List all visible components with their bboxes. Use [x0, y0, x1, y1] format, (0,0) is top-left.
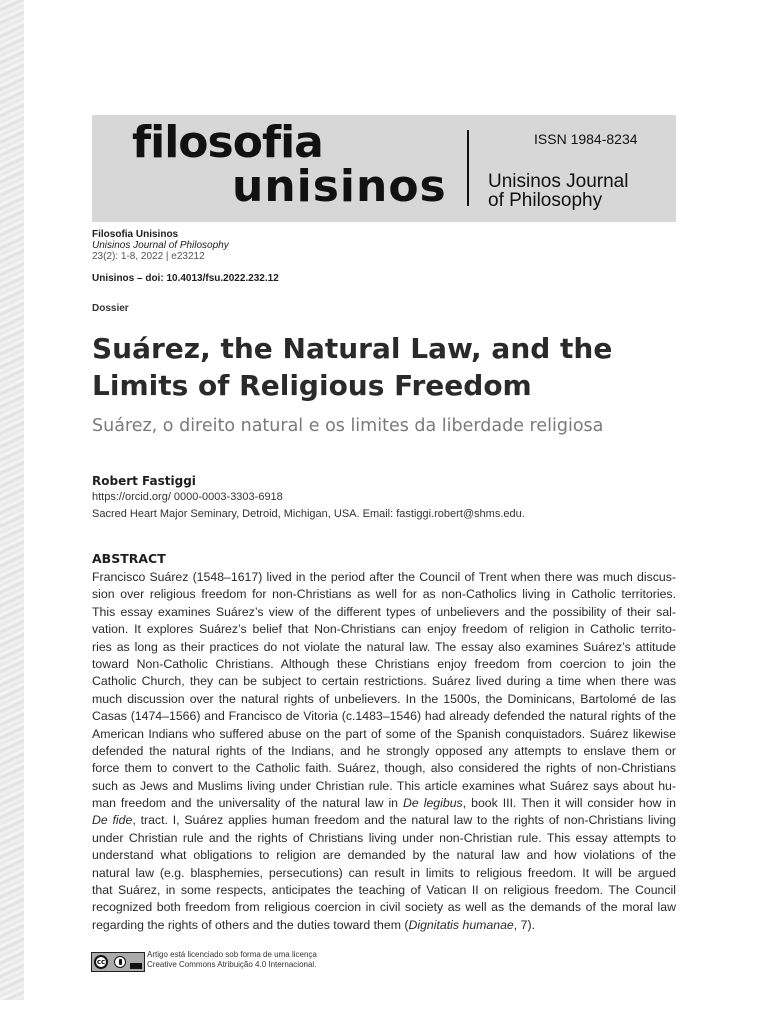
article-subtitle: Suárez, o direito natural e os limites da liberdade religiosa	[92, 416, 604, 436]
meta-section-label: Dossier	[92, 303, 129, 314]
license-line1: Artigo está licenciado sob forma de uma licença	[147, 950, 317, 959]
journal-english-name-line1: Unisinos Journal	[488, 171, 629, 192]
abstract-line: toward Non-Catholic Christians. Although these Christians enjoy freedom from coercion to join the	[92, 656, 676, 671]
abstract-line: that Suárez, in some respects, anticipates the teaching of Vatican II on religious freedom. The Council	[92, 883, 676, 898]
abstract-line: American Indians who suffered abuse on the part of some of the Spanish conquistadors. Suárez likewise	[92, 726, 676, 741]
author-orcid-link[interactable]: https://orcid.org/ 0000-0003-3303-6918	[92, 491, 283, 503]
logo-divider	[467, 130, 469, 206]
abstract-line: understand what obligations to religion are demanded by the natural law and how violations of the	[92, 848, 676, 863]
license-notice	[147, 950, 317, 970]
abstract-line: Catholic Church, they can be subject to certain restrictions. Suárez lived during a time when there was	[92, 674, 676, 689]
meta-doi[interactable]: Unisinos – doi: 10.4013/fsu.2022.232.12	[92, 273, 279, 284]
meta-journal-english: Unisinos Journal of Philosophy	[92, 240, 229, 251]
meta-volume-info: 23(2): 1-8, 2022 | e23212	[92, 251, 205, 262]
abstract-line: force them to convert to the Catholic faith. Suárez, though, also considered the rights of non-Christians	[92, 761, 676, 776]
journal-logo-filosofia: filosofia	[132, 117, 323, 168]
abstract-line: under Christian rule and the rights of Christians living under non-Christian rule. This essay attempts to	[92, 830, 676, 845]
article-title-line2: Limits of Religious Freedom	[92, 369, 532, 402]
journal-english-name	[488, 172, 628, 210]
issn-label: ISSN 1984-8234	[534, 131, 638, 147]
abstract-line: vation. It explores Suárez’s belief that Non-Christians can enjoy freedom of religion in Catholic territo-	[92, 622, 676, 637]
abstract-line: recognized both freedom from religious coercion in civil society as well as the demands of the moral law	[92, 900, 676, 915]
abstract-line: This essay examines Suárez’s view of the different types of unbelievers and the possibility of their sal-	[92, 604, 676, 619]
cc-icon: cc	[94, 955, 108, 969]
author-name: Robert Fastiggi	[92, 474, 196, 488]
meta-journal-name: Filosofia Unisinos	[92, 229, 179, 240]
abstract-line: Casas (1474–1566) and Francisco de Vitoria (c.1483–1546) had already defended the natural rights of the	[92, 709, 676, 724]
abstract-line: Francisco Suárez (1548–1617) lived in the period after the Council of Trent when there was much discus-	[92, 570, 676, 584]
journal-english-name-line2: of Philosophy	[488, 190, 603, 211]
creative-commons-badge[interactable]	[91, 952, 145, 972]
author-affiliation: Sacred Heart Major Seminary, Detroid, Michigan, USA. Email: fastiggi.robert@shms.edu.	[92, 508, 525, 520]
journal-header-banner	[92, 115, 676, 222]
abstract-line: De fide, tract. I, Suárez applies human freedom and the natural law to the rights of non-Christians living	[92, 813, 676, 828]
abstract-line: regarding the rights of others and the duties toward them (Dignitatis humanae, 7).	[92, 917, 535, 932]
abstract-line: much discussion over the natural rights of unbelievers. In the 1500s, the Dominicans, Bartolomé de las	[92, 691, 676, 706]
abstract-line: defended the natural rights of the Indians, and he strongly opposed any attempts to enslave them or	[92, 743, 676, 758]
cc-by-bar	[130, 963, 142, 969]
abstract-line: man freedom and the universality of the natural law in De legibus, book III. Then it will consider how in	[92, 796, 676, 811]
paper-edge-texture	[0, 0, 24, 1000]
attribution-icon	[114, 956, 126, 968]
abstract-body	[92, 569, 676, 934]
abstract-line: sion over religious freedom for non-Christians as well for as non-Catholics living in Catholic territories.	[92, 587, 676, 602]
article-title-line1: Suárez, the Natural Law, and the	[92, 332, 613, 365]
journal-logo-unisinos: unisinos	[232, 161, 447, 212]
abstract-heading: ABSTRACT	[92, 551, 166, 566]
license-line2: Creative Commons Atribuição 4.0 Internacional.	[147, 960, 317, 969]
article-title	[92, 330, 692, 404]
abstract-line: natural law (e.g. blasphemies, persecutions) can result in limits to religious freedom. It will be argued	[92, 865, 676, 880]
abstract-line: ries as long as their practices do not violate the natural law. The essay also examines Suárez’s attitude	[92, 639, 676, 654]
abstract-line: such as Jews and Muslims living under Christian rule. This article examines what Suárez says about hu-	[92, 778, 676, 793]
